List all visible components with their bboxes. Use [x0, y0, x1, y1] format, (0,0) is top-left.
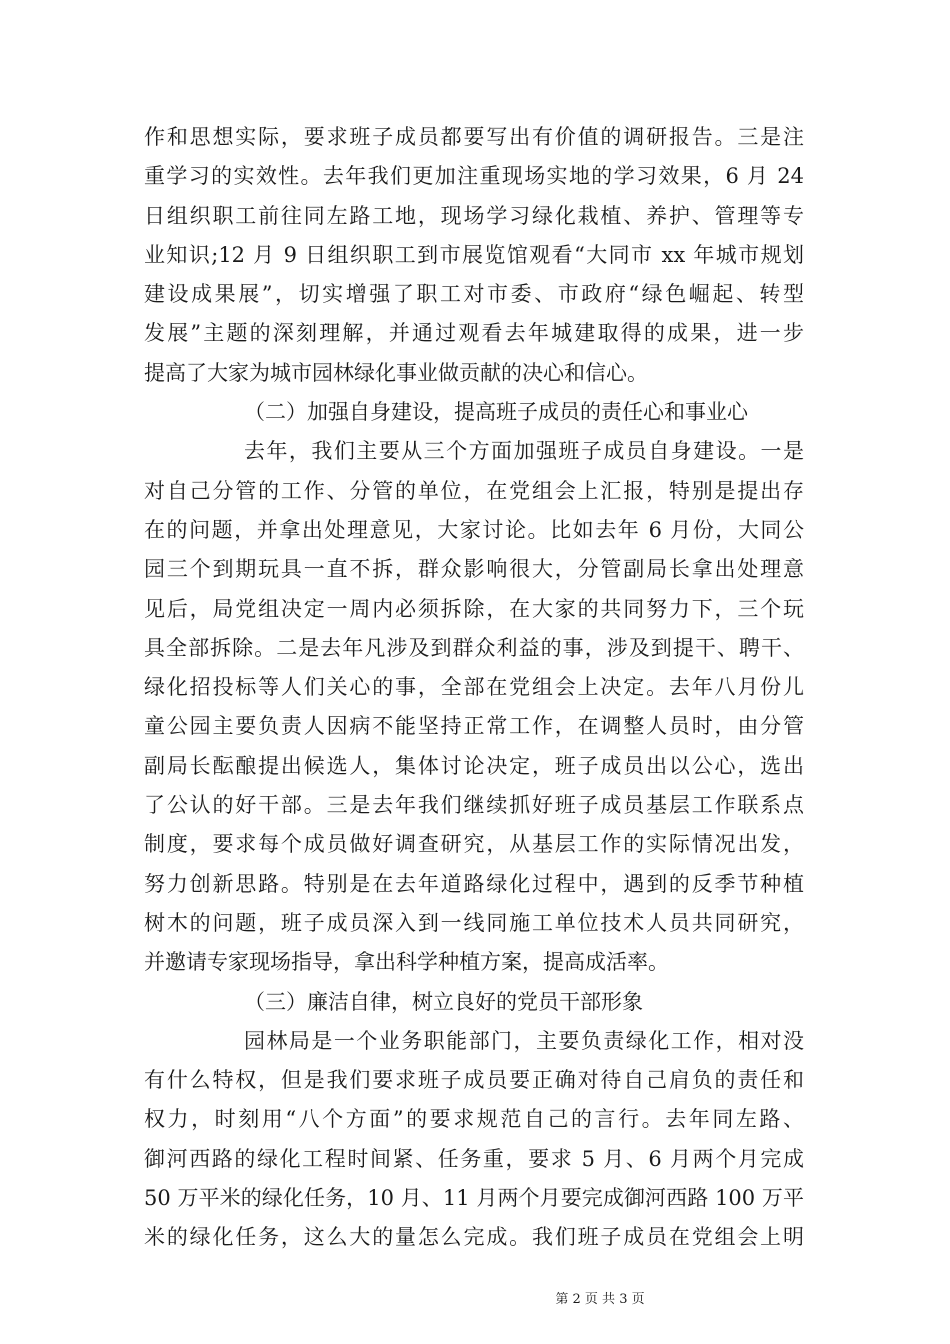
- text-line: 50 万平米的绿化任务，10 月、11 月两个月要完成御河西路 100 万平: [144, 1186, 804, 1211]
- text-line: 副局长酝酿提出候选人，集体讨论决定，班子成员出以公心，选出: [144, 753, 804, 778]
- text-line: 米的绿化任务，这么大的量怎么完成。我们班子成员在党组会上明: [144, 1225, 804, 1250]
- text-line: 树木的问题，班子成员深入到一线同施工单位技术人员共同研究，: [144, 910, 804, 935]
- text-line: 提高了大家为城市园林绿化事业做贡献的决心和信心。: [144, 360, 648, 385]
- text-line: 园林局是一个业务职能部门，主要负责绿化工作，相对没: [244, 1028, 804, 1053]
- text-line: 童公园主要负责人因病不能坚持正常工作，在调整人员时，由分管: [144, 714, 804, 739]
- section-heading: （二）加强自身建设，提高班子成员的责任心和事业心: [244, 400, 748, 425]
- document-body: [144, 118, 804, 1258]
- text-line: 在的问题，并拿出处理意见，大家讨论。比如去年 6 月份，大同公: [144, 517, 804, 542]
- text-line: 有什么特权，但是我们要求班子成员要正确对待自己肩负的责任和: [144, 1068, 804, 1093]
- section-heading: （三）廉洁自律，树立良好的党员干部形象: [244, 989, 643, 1014]
- text-line: 重学习的实效性。去年我们更加注重现场实地的学习效果，6 月 24: [144, 164, 804, 189]
- text-line: 业知识;12 月 9 日组织职工到市展览馆观看“大同市 xx 年城市规划: [144, 242, 804, 267]
- text-line: 制度，要求每个成员做好调查研究，从基层工作的实际情况出发，: [144, 832, 804, 857]
- text-line: 建设成果展”，切实增强了职工对市委、市政府“绿色崛起、转型: [144, 282, 804, 307]
- page-number-footer: 第 2 页 共 3 页: [555, 1292, 645, 1307]
- text-line: 作和思想实际，要求班子成员都要写出有价值的调研报告。三是注: [144, 125, 804, 149]
- text-line: 日组织职工前往同左路工地，现场学习绿化栽植、养护、管理等专: [144, 203, 804, 228]
- text-line: 对自己分管的工作、分管的单位，在党组会上汇报，特别是提出存: [144, 478, 804, 503]
- text-line: 发展”主题的深刻理解，并通过观看去年城建取得的成果，进一步: [144, 321, 804, 346]
- text-line: 绿化招投标等人们关心的事，全部在党组会上决定。去年八月份儿: [144, 675, 804, 700]
- text-line: 权力，时刻用“八个方面”的要求规范自己的言行。去年同左路、: [144, 1107, 804, 1132]
- text-line: 去年，我们主要从三个方面加强班子成员自身建设。一是: [244, 439, 804, 464]
- text-line: 御河西路的绿化工程时间紧、任务重，要求 5 月、6 月两个月完成: [144, 1146, 804, 1171]
- text-line: 了公认的好干部。三是去年我们继续抓好班子成员基层工作联系点: [144, 793, 804, 818]
- text-line: 园三个到期玩具一直不拆，群众影响很大，分管副局长拿出处理意: [144, 557, 804, 582]
- text-line: 见后，局党组决定一周内必须拆除，在大家的共同努力下，三个玩: [144, 596, 804, 621]
- text-line: 具全部拆除。二是去年凡涉及到群众利益的事，涉及到提干、聘干、: [144, 635, 804, 660]
- text-line: 努力创新思路。特别是在去年道路绿化过程中，遇到的反季节种植: [144, 871, 804, 896]
- text-line: 并邀请专家现场指导，拿出科学种植方案，提高成活率。: [144, 950, 669, 975]
